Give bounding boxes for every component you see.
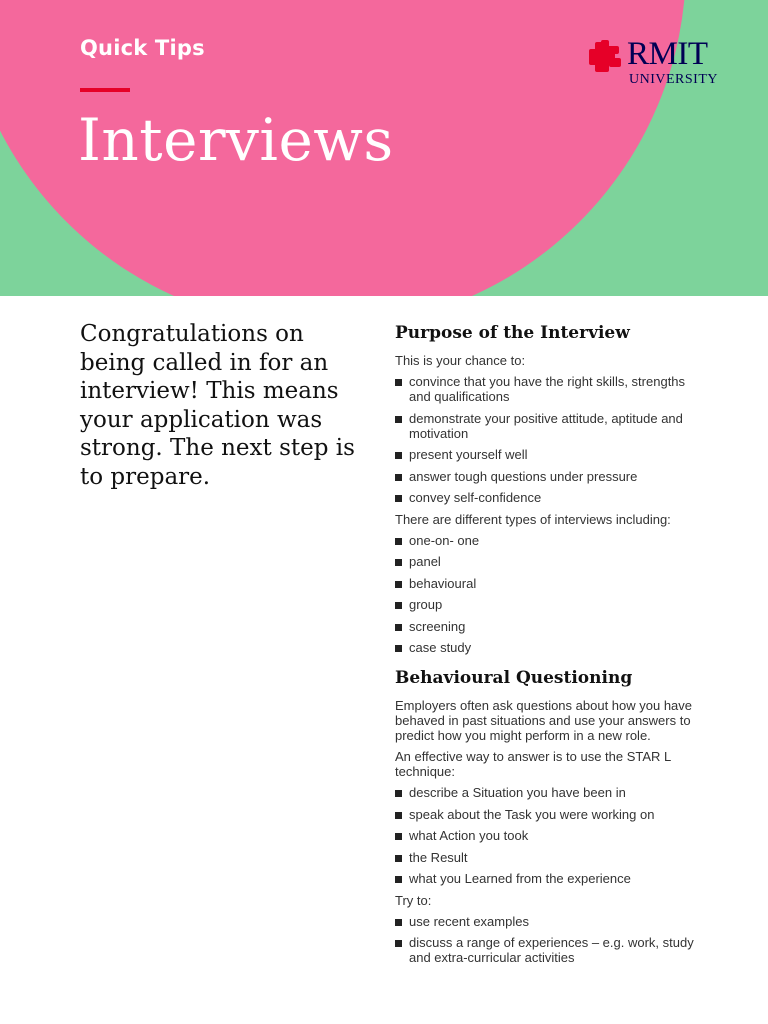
- list-item: panel: [395, 554, 695, 569]
- list-item: behavioural: [395, 576, 695, 591]
- logo-subtitle: UNIVERSITY: [629, 72, 718, 87]
- list-item: use recent examples: [395, 914, 695, 929]
- list-item: convince that you have the right skills, strengths and qualifications: [395, 374, 695, 404]
- list-item: screening: [395, 619, 695, 634]
- purpose-lead: This is your chance to:: [395, 353, 526, 368]
- list-item: what Action you took: [395, 828, 695, 843]
- list-item: describe a Situation you have been in: [395, 785, 695, 800]
- try-list: [395, 914, 695, 966]
- rmit-pixel-icon: [587, 40, 623, 74]
- list-item: answer tough questions under pressure: [395, 469, 695, 484]
- accent-divider: [80, 88, 130, 92]
- interview-types-list: [395, 533, 695, 656]
- logo-wordmark: RMIT: [627, 36, 708, 72]
- page-title: Interviews: [78, 106, 394, 174]
- star-lead: An effective way to answer is to use the STAR L technique:: [395, 749, 671, 779]
- list-item: case study: [395, 640, 695, 655]
- purpose-list: [395, 374, 695, 505]
- list-item: present yourself well: [395, 447, 695, 462]
- list-item: demonstrate your positive attitude, aptitude and motivation: [395, 411, 695, 441]
- list-item: group: [395, 597, 695, 612]
- list-item: convey self-confidence: [395, 490, 695, 505]
- behavioural-paragraph: Employers often ask questions about how you have behaved in past situations and use your answers to predict how you might perform in a new role.: [395, 698, 693, 743]
- rmit-logo: [587, 36, 727, 92]
- behavioural-heading: Behavioural Questioning: [395, 668, 633, 688]
- list-item: one-on- one: [395, 533, 695, 548]
- eyebrow-label: Quick Tips: [80, 36, 205, 60]
- list-item: discuss a range of experiences – e.g. work, study and extra-curricular activities: [395, 935, 695, 965]
- right-column: [395, 320, 695, 972]
- list-item: the Result: [395, 850, 695, 865]
- list-item: what you Learned from the experience: [395, 871, 695, 886]
- hero-banner: [0, 0, 768, 296]
- star-list: [395, 785, 695, 886]
- types-lead: There are different types of interviews including:: [395, 511, 671, 527]
- purpose-heading: Purpose of the Interview: [395, 323, 630, 343]
- list-item: speak about the Task you were working on: [395, 807, 695, 822]
- intro-paragraph: Congratulations on being called in for an interview! This means your application was strong. The next step is to prepare.: [80, 321, 355, 490]
- try-lead: Try to:: [395, 892, 432, 908]
